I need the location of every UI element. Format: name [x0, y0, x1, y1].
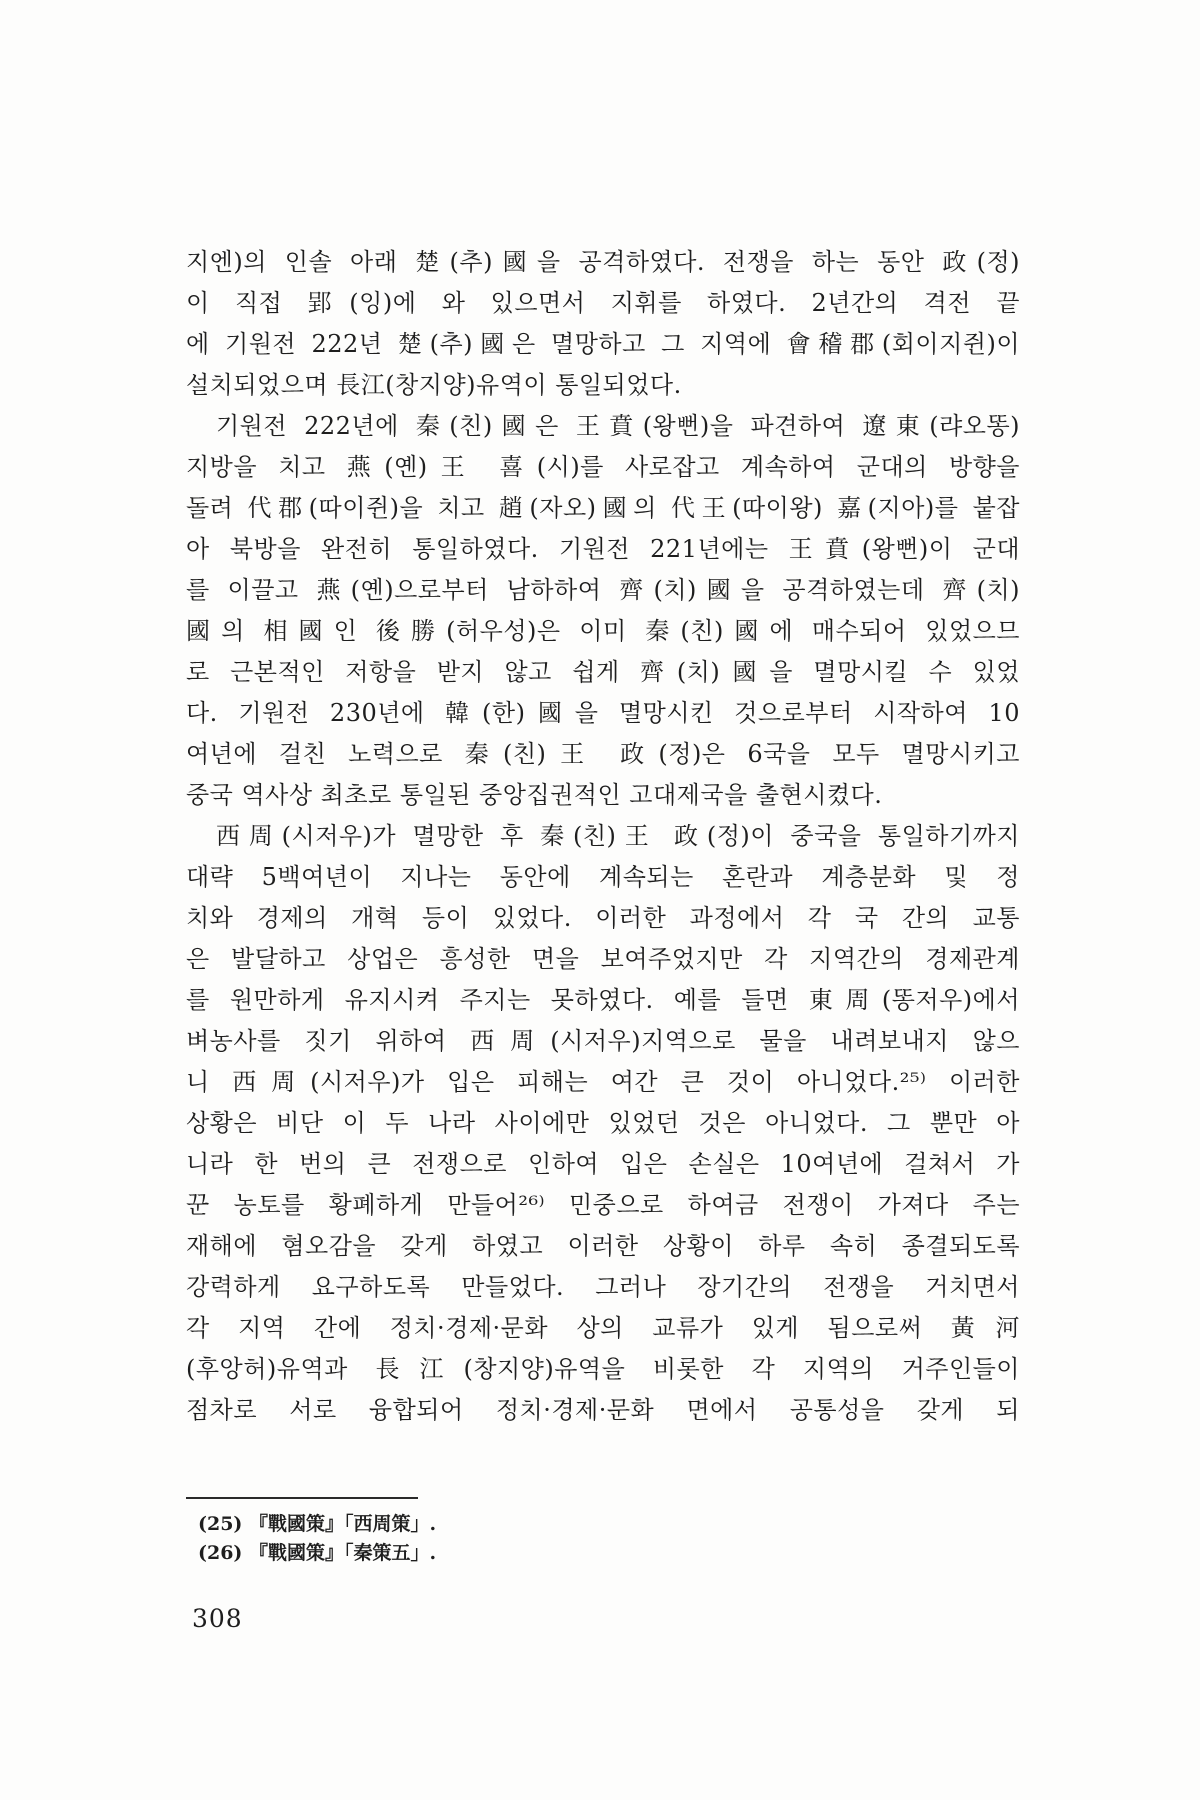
text-line: 기원전 222년에 秦(친)國은 王賁(왕뻔)을 파견하여 遼東(랴오똥) — [216, 412, 1020, 440]
text-line: 돌려 代郡(따이쥔)을 치고 趙(자오)國의 代王(따이왕) 嘉(지아)를 붙잡 — [186, 494, 1020, 522]
text-line: 西周(시저우)가 멸망한 후 秦(친)王 政(정)이 중국을 통일하기까지 — [216, 822, 1020, 850]
text-line: 벼농사를 짓기 위하여 西周(시저우)지역으로 물을 내려보내지 않으 — [186, 1027, 1020, 1055]
text-line: 로 근본적인 저항을 받지 않고 쉽게 齊(치)國을 멸망시킬 수 있었 — [186, 658, 1020, 686]
footnote-26: (26) 『戰國策』「秦策五」. — [198, 1542, 437, 1564]
text-line: 아 북방을 완전히 통일하였다. 기원전 221년에는 王賁(왕뻔)이 군대 — [186, 535, 1020, 563]
text-line: 재해에 혐오감을 갖게 하였고 이러한 상황이 하루 속히 종결되도록 — [186, 1232, 1020, 1260]
text-line: 중국 역사상 최초로 통일된 중앙집권적인 고대제국을 출현시켰다. — [186, 781, 883, 809]
text-line: 니 西周(시저우)가 입은 피해는 여간 큰 것이 아니었다.²⁵⁾ 이러한 — [186, 1068, 1020, 1096]
body-text — [186, 242, 1020, 1431]
page-number: 308 — [192, 1604, 243, 1633]
text-line: 점차로 서로 융합되어 정치·경제·문화 면에서 공통성을 갖게 되 — [186, 1396, 1020, 1424]
text-line: 를 이끌고 燕(옌)으로부터 남하하여 齊(치)國을 공격하였는데 齊(치) — [186, 576, 1020, 604]
text-line: 國의 相國인 後勝(허우성)은 이미 秦(친)國에 매수되어 있었으므 — [186, 617, 1020, 645]
text-line: 대략 5백여년이 지나는 동안에 계속되는 혼란과 계층분화 및 정 — [186, 863, 1020, 891]
footnote-25: (25) 『戰國策』「西周策」. — [198, 1513, 437, 1535]
text-line: 꾼 농토를 황폐하게 만들어²⁶⁾ 민중으로 하여금 전쟁이 가져다 주는 — [186, 1191, 1020, 1219]
text-line: (후앙허)유역과 長江(창지양)유역을 비롯한 각 지역의 거주인들이 — [186, 1355, 1020, 1383]
footnote-divider — [186, 1497, 418, 1499]
text-line: 각 지역 간에 정치·경제·문화 상의 교류가 있게 됨으로써 黃河 — [186, 1314, 1020, 1342]
footnotes — [198, 1510, 798, 1568]
text-line: 지엔)의 인솔 아래 楚(추)國을 공격하였다. 전쟁을 하는 동안 政(정) — [186, 248, 1020, 276]
text-line: 지방을 치고 燕(옌)王 喜(시)를 사로잡고 계속하여 군대의 방향을 — [186, 453, 1020, 481]
text-line: 치와 경제의 개혁 등이 있었다. 이러한 과정에서 각 국 간의 교통 — [186, 904, 1020, 932]
text-line: 은 발달하고 상업은 흥성한 면을 보여주었지만 각 지역간의 경제관계 — [186, 945, 1020, 973]
text-line: 설치되었으며 長江(창지양)유역이 통일되었다. — [186, 371, 682, 399]
text-line: 강력하게 요구하도록 만들었다. 그러나 장기간의 전쟁을 거치면서 — [186, 1273, 1020, 1301]
text-line: 니라 한 번의 큰 전쟁으로 인하여 입은 손실은 10여년에 걸쳐서 가 — [186, 1150, 1020, 1178]
text-line: 상황은 비단 이 두 나라 사이에만 있었던 것은 아니었다. 그 뿐만 아 — [186, 1109, 1020, 1137]
text-line: 여년에 걸친 노력으로 秦(친)王 政(정)은 6국을 모두 멸망시키고 — [186, 740, 1020, 768]
text-line: 를 원만하게 유지시켜 주지는 못하였다. 예를 들면 東周(똥저우)에서 — [186, 986, 1020, 1014]
text-line: 에 기원전 222년 楚(추)國은 멸망하고 그 지역에 會稽郡(회이지쥔)이 — [186, 330, 1020, 358]
text-line: 이 직접 郢(잉)에 와 있으면서 지휘를 하였다. 2년간의 격전 끝 — [186, 289, 1020, 317]
text-line: 다. 기원전 230년에 韓(한)國을 멸망시킨 것으로부터 시작하여 10 — [186, 699, 1020, 727]
